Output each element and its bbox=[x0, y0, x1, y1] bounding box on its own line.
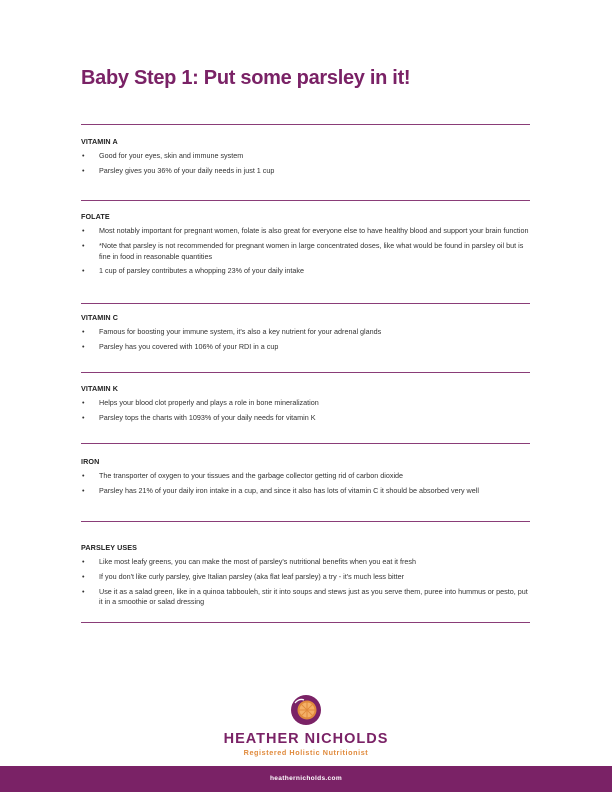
section-folate bbox=[81, 212, 533, 281]
bullet-icon: • bbox=[82, 165, 85, 175]
section-heading: VITAMIN C bbox=[81, 313, 119, 322]
bullet-icon: • bbox=[82, 266, 85, 276]
bullet-icon: • bbox=[82, 586, 85, 596]
bullet-icon: • bbox=[82, 341, 85, 351]
list-item bbox=[81, 398, 533, 409]
brand-subtitle: Registered Holistic Nutritionist bbox=[243, 748, 369, 757]
list-item bbox=[81, 342, 533, 353]
section-divider bbox=[81, 303, 530, 304]
list-item-text: Famous for boosting your immune system, it's also a key nutrient for your adrenal glands bbox=[99, 327, 382, 336]
list-item bbox=[81, 151, 533, 162]
bullet-list bbox=[81, 151, 533, 177]
bullet-list bbox=[81, 398, 533, 424]
bullet-icon: • bbox=[82, 327, 85, 336]
section-iron bbox=[81, 457, 533, 501]
list-item-text: Most notably important for pregnant women, folate is also great for everyone else to have healthy blood and support your brain function bbox=[99, 226, 529, 235]
list-item-text: 1 cup of parsley contributes a whopping 23% of your daily intake bbox=[99, 266, 304, 276]
bullet-icon: • bbox=[82, 571, 85, 581]
bullet-icon: • bbox=[82, 240, 85, 250]
list-item-text: Parsley has 21% of your daily iron intake in a cup, and since it also has lots of vitamin C it should be absorbed very well bbox=[99, 485, 479, 495]
section-heading: IRON bbox=[81, 457, 100, 466]
list-item-text: Helps your blood clot properly and plays a role in bone mineralization bbox=[99, 398, 319, 407]
list-item-text: Good for your eyes, skin and immune system bbox=[99, 151, 244, 160]
section-divider bbox=[81, 443, 530, 444]
list-item-text: If you don't like curly parsley, give Italian parsley (aka flat leaf parsley) a try - it's much less bitter bbox=[99, 571, 405, 581]
section-divider bbox=[81, 622, 530, 623]
bullet-icon: • bbox=[82, 398, 85, 407]
bullet-icon: • bbox=[82, 471, 85, 480]
list-item bbox=[81, 587, 533, 609]
bullet-icon: • bbox=[82, 557, 85, 566]
list-item bbox=[81, 241, 533, 263]
list-item-text: The transporter of oxygen to your tissues and the garbage collector getting rid of carbon dioxide bbox=[99, 471, 404, 480]
section-divider bbox=[81, 372, 530, 373]
list-item-text: *Note that parsley is not recommended for pregnant women in large concentrated doses, like what would be found in parsley oil but is fine in food in reasonable quantities bbox=[99, 240, 524, 261]
section-heading: PARSLEY USES bbox=[81, 543, 138, 552]
bullet-icon: • bbox=[82, 151, 85, 160]
section-heading: VITAMIN K bbox=[81, 384, 119, 393]
brand-logo bbox=[0, 694, 612, 757]
section-divider bbox=[81, 124, 530, 125]
bullet-list bbox=[81, 557, 533, 608]
list-item-text: Parsley gives you 36% of your daily needs in just 1 cup bbox=[99, 165, 275, 175]
section-vitamin-a bbox=[81, 137, 533, 181]
bullet-list bbox=[81, 226, 533, 277]
section-divider bbox=[81, 521, 530, 522]
bullet-icon: • bbox=[82, 226, 85, 235]
list-item-text: Use it as a salad green, like in a quinoa tabbouleh, stir it into soups and stews just as you serve them, puree into hummus or pesto, put it in a smoothie or salad dressing bbox=[99, 586, 528, 607]
list-item-text: Like most leafy greens, you can make the most of parsley's nutritional benefits when you eat it fresh bbox=[99, 557, 416, 566]
list-item-text: Parsley tops the charts with 1093% of your daily needs for vitamin K bbox=[99, 412, 316, 422]
list-item bbox=[81, 486, 533, 497]
list-item bbox=[81, 327, 533, 338]
list-item bbox=[81, 572, 533, 583]
list-item bbox=[81, 471, 533, 482]
list-item bbox=[81, 226, 533, 237]
bullet-list bbox=[81, 471, 533, 497]
page-title: Baby Step 1: Put some parsley in it! bbox=[81, 67, 411, 89]
list-item-text: Parsley has you covered with 106% of your RDI in a cup bbox=[99, 341, 279, 351]
list-item bbox=[81, 413, 533, 424]
list-item bbox=[81, 266, 533, 277]
section-heading: VITAMIN A bbox=[81, 137, 118, 146]
section-vitamin-k bbox=[81, 384, 533, 428]
section-vitamin-c bbox=[81, 313, 533, 357]
bullet-list bbox=[81, 327, 533, 353]
orange-slice-icon bbox=[290, 694, 322, 726]
section-parsley-uses bbox=[81, 543, 533, 612]
section-divider bbox=[81, 200, 530, 201]
bullet-icon: • bbox=[82, 412, 85, 422]
section-heading: FOLATE bbox=[81, 212, 110, 221]
list-item bbox=[81, 166, 533, 177]
footer-bar bbox=[0, 766, 612, 792]
footer-url[interactable]: heathernicholds.com bbox=[269, 775, 343, 782]
bullet-icon: • bbox=[82, 485, 85, 495]
brand-name: HEATHER NICHOLDS bbox=[223, 731, 389, 747]
list-item bbox=[81, 557, 533, 568]
